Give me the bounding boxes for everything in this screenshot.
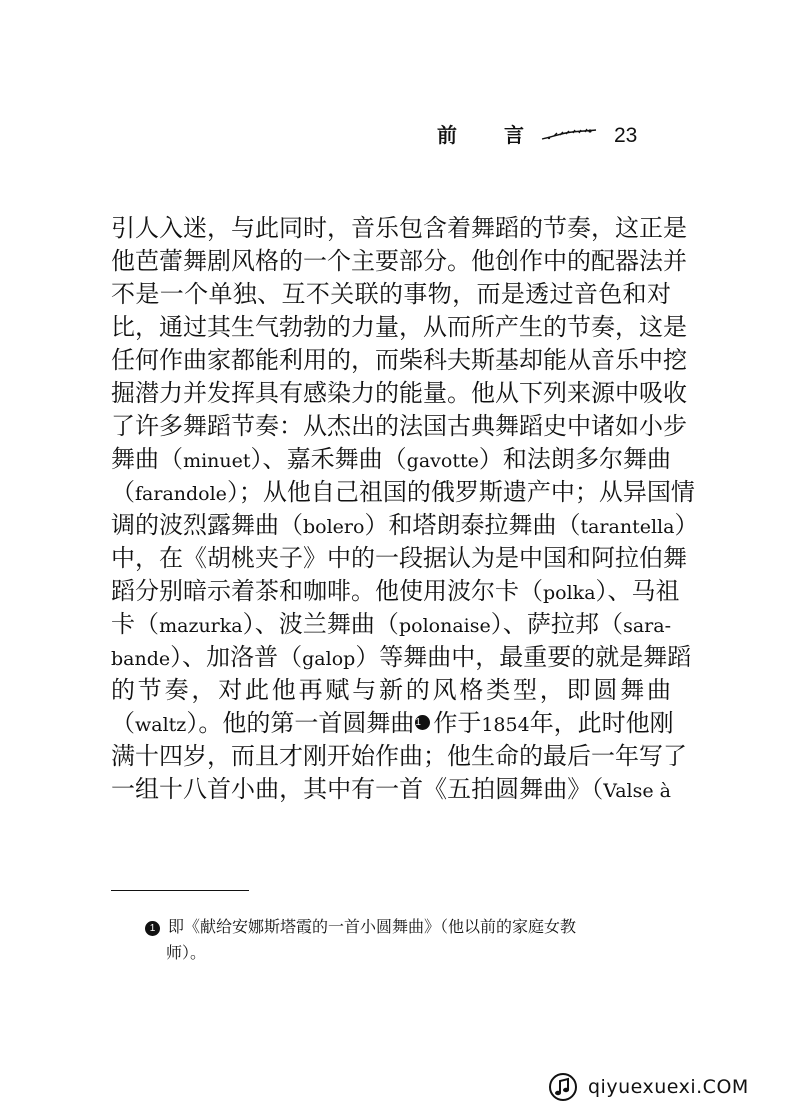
- text-line: [111, 773, 671, 806]
- text-line: 的节奏，对此他再赋与新的风格类型，即圆舞曲: [111, 676, 671, 704]
- text-segment: ）: [674, 511, 699, 539]
- text-segment: ）、嘉禾舞曲（: [250, 445, 407, 473]
- footnote: [145, 914, 670, 966]
- latin-term: tarantella: [580, 516, 675, 538]
- text-segment: （: [111, 709, 135, 737]
- text-segment: 年，此时他刚: [529, 709, 674, 737]
- latin-term: mazurka: [159, 615, 243, 637]
- text-segment: （: [111, 478, 135, 506]
- text-segment: 作于: [433, 709, 482, 737]
- text-segment: ）、加洛普（: [170, 643, 303, 671]
- text-segment: 调的波烈露舞曲（: [111, 511, 303, 539]
- footnote-marker: 1: [145, 921, 160, 936]
- latin-term: farandole: [135, 483, 227, 505]
- text-line: [111, 641, 692, 674]
- text-line: [111, 707, 674, 740]
- text-line: 中，在《胡桃夹子》中的一段据认为是中国和阿拉伯舞: [111, 544, 687, 572]
- latin-term: Valse à: [603, 780, 672, 802]
- body-text: [111, 212, 699, 806]
- footnote-line: [145, 914, 670, 940]
- text-segment: ）、萨拉邦（: [490, 610, 624, 638]
- text-line: [111, 443, 671, 476]
- footnote-reference-marker[interactable]: 1: [415, 715, 430, 730]
- text-line: 他芭蕾舞剧风格的一个主要部分。他创作中的配器法并: [111, 247, 687, 275]
- text-line: [111, 476, 695, 509]
- text-segment: ）、波兰舞曲（: [242, 610, 399, 638]
- latin-term: polonaise: [398, 615, 491, 637]
- footnote-line: 师）。: [166, 943, 207, 962]
- text-segment: 蹈分别暗示着茶和咖啡。他使用波尔卡（: [111, 577, 543, 605]
- text-segment: ）和法朗多尔舞曲: [478, 445, 672, 473]
- text-segment: ）。他的第一首圆舞曲: [186, 709, 415, 737]
- text-line: [111, 575, 680, 608]
- latin-term: waltz: [135, 714, 187, 736]
- text-segment: ）；从他自己祖国的俄罗斯遗产中；从异国情: [226, 478, 695, 506]
- music-note-logo-icon: [548, 1072, 578, 1102]
- latin-term: minuet: [183, 450, 251, 472]
- text-line: 任何作曲家都能利用的，而柴科夫斯基却能从音乐中挖: [111, 346, 687, 374]
- text-line: 比，通过其生气勃勃的力量，从而所产生的节奏，这是: [111, 313, 687, 341]
- text-line: [111, 608, 671, 641]
- text-segment: 舞曲（: [111, 445, 184, 473]
- latin-term: galop: [302, 648, 356, 670]
- latin-term: sara-: [623, 615, 671, 637]
- text-line: 掘潜力并发挥具有感染力的能量。他从下列来源中吸收: [111, 379, 687, 407]
- site-watermark: [548, 1072, 772, 1102]
- latin-term: polka: [543, 582, 596, 604]
- text-line: 了许多舞蹈节奏：从杰出的法国古典舞蹈史中诸如小步: [111, 412, 687, 440]
- running-header-title: 前 言: [437, 123, 544, 147]
- text-segment: ）、马祖: [595, 577, 680, 605]
- text-line: 引人入迷，与此同时，音乐包含着舞蹈的节奏，这正是: [111, 214, 687, 242]
- text-segment: 一组十八首小曲，其中有一首《五拍圆舞曲》（: [111, 775, 604, 803]
- latin-term: gavotte: [406, 450, 479, 472]
- footnote-separator-rule: [111, 890, 249, 891]
- flourish-ornament-icon: [540, 128, 598, 142]
- text-line: [111, 509, 699, 542]
- text-line: 满十四岁，而且才刚开始作曲；他生命的最后一年写了: [111, 742, 687, 770]
- latin-term: bande: [111, 648, 171, 670]
- text-segment: 卡（: [111, 610, 160, 638]
- year-number: 1854: [481, 714, 530, 736]
- text-segment: ）和塔朗泰拉舞曲（: [364, 511, 581, 539]
- text-segment: ）等舞曲中，最重要的就是舞蹈: [355, 643, 692, 671]
- watermark-text: qiyuexuexi.COM: [588, 1076, 749, 1098]
- page-number: 23: [614, 124, 638, 147]
- text-line: 不是一个单独、互不关联的事物，而是透过音色和对: [111, 280, 671, 308]
- latin-term: bolero: [303, 516, 365, 538]
- footnote-text: 即《献给安娜斯塔霞的一首小圆舞曲》（他以前的家庭女教: [168, 917, 577, 936]
